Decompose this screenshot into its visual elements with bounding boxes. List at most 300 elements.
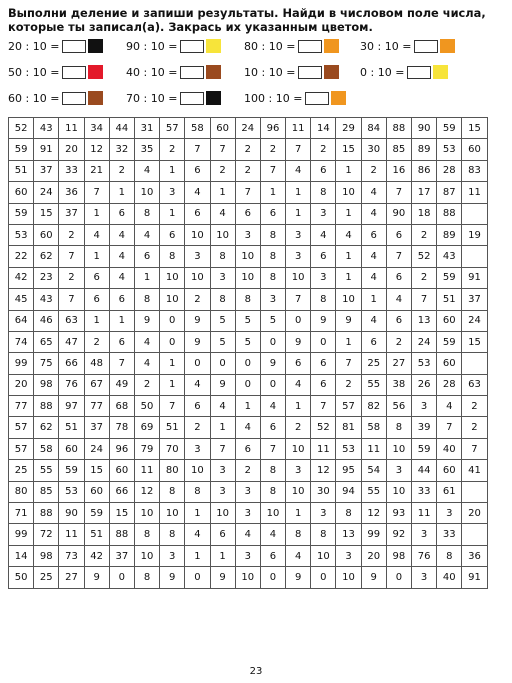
grid-cell[interactable]: 93 (386, 503, 411, 524)
grid-cell[interactable]: 0 (386, 567, 411, 588)
grid-cell[interactable]: 80 (9, 481, 34, 502)
grid-cell[interactable]: 79 (134, 438, 159, 459)
grid-cell[interactable]: 11 (59, 118, 84, 139)
grid-cell[interactable]: 8 (134, 524, 159, 545)
grid-cell[interactable]: 43 (437, 246, 462, 267)
grid-cell[interactable]: 9 (286, 567, 311, 588)
grid-cell[interactable]: 4 (235, 524, 260, 545)
grid-cell[interactable]: 4 (361, 182, 386, 203)
grid-cell[interactable]: 16 (386, 160, 411, 181)
grid-cell[interactable]: 8 (260, 481, 285, 502)
grid-cell[interactable]: 0 (185, 353, 210, 374)
grid-cell[interactable]: 8 (437, 545, 462, 566)
grid-cell[interactable]: 6 (235, 438, 260, 459)
grid-cell[interactable]: 24 (412, 331, 437, 352)
grid-cell[interactable]: 7 (235, 182, 260, 203)
grid-cell[interactable]: 1 (84, 203, 109, 224)
grid-cell[interactable]: 3 (286, 224, 311, 245)
grid-cell[interactable]: 4 (185, 374, 210, 395)
grid-cell[interactable]: 9 (185, 310, 210, 331)
grid-cell[interactable]: 1 (286, 396, 311, 417)
grid-cell[interactable]: 60 (437, 353, 462, 374)
grid-cell[interactable]: 60 (437, 310, 462, 331)
grid-cell[interactable]: 5 (235, 310, 260, 331)
grid-cell[interactable]: 8 (134, 203, 159, 224)
grid-cell[interactable]: 9 (361, 567, 386, 588)
grid-cell[interactable]: 8 (210, 246, 235, 267)
grid-cell[interactable]: 3 (286, 460, 311, 481)
grid-cell[interactable]: 57 (9, 417, 34, 438)
grid-cell[interactable]: 21 (84, 160, 109, 181)
grid-cell[interactable]: 59 (437, 267, 462, 288)
grid-cell[interactable]: 3 (210, 267, 235, 288)
grid-cell[interactable]: 60 (59, 438, 84, 459)
grid-cell[interactable]: 2 (210, 160, 235, 181)
grid-cell[interactable]: 8 (260, 460, 285, 481)
grid-cell[interactable]: 1 (84, 310, 109, 331)
grid-cell[interactable]: 4 (109, 267, 134, 288)
grid-cell[interactable]: 10 (185, 267, 210, 288)
grid-cell[interactable]: 47 (59, 331, 84, 352)
grid-cell[interactable]: 7 (437, 417, 462, 438)
grid-cell[interactable]: 99 (9, 353, 34, 374)
grid-cell[interactable]: 6 (311, 160, 336, 181)
grid-cell[interactable]: 7 (185, 139, 210, 160)
answer-box[interactable] (180, 40, 204, 53)
grid-cell[interactable]: 4 (134, 224, 159, 245)
grid-cell[interactable]: 88 (34, 396, 59, 417)
grid-cell[interactable]: 34 (84, 118, 109, 139)
grid-cell[interactable]: 4 (109, 246, 134, 267)
grid-cell[interactable]: 50 (9, 567, 34, 588)
grid-cell[interactable]: 1 (160, 374, 185, 395)
grid-cell[interactable] (462, 246, 487, 267)
grid-cell[interactable]: 1 (160, 203, 185, 224)
grid-cell[interactable]: 90 (59, 503, 84, 524)
grid-cell[interactable]: 84 (361, 118, 386, 139)
grid-cell[interactable]: 8 (311, 524, 336, 545)
grid-cell[interactable]: 7 (160, 396, 185, 417)
grid-cell[interactable]: 3 (412, 396, 437, 417)
grid-cell[interactable]: 5 (210, 310, 235, 331)
grid-cell[interactable]: 45 (9, 289, 34, 310)
grid-cell[interactable]: 8 (134, 567, 159, 588)
grid-cell[interactable]: 2 (160, 139, 185, 160)
grid-cell[interactable]: 9 (185, 331, 210, 352)
grid-cell[interactable]: 57 (336, 396, 361, 417)
grid-cell[interactable]: 4 (361, 310, 386, 331)
grid-cell[interactable]: 15 (336, 139, 361, 160)
grid-cell[interactable]: 22 (9, 246, 34, 267)
grid-cell[interactable]: 10 (336, 567, 361, 588)
grid-cell[interactable]: 0 (260, 331, 285, 352)
grid-cell[interactable]: 0 (311, 567, 336, 588)
grid-cell[interactable]: 15 (34, 203, 59, 224)
grid-cell[interactable]: 24 (235, 118, 260, 139)
grid-cell[interactable]: 77 (9, 396, 34, 417)
grid-cell[interactable]: 59 (84, 503, 109, 524)
grid-cell[interactable] (462, 524, 487, 545)
grid-cell[interactable]: 6 (185, 160, 210, 181)
grid-cell[interactable]: 59 (412, 438, 437, 459)
grid-cell[interactable]: 2 (235, 160, 260, 181)
grid-cell[interactable]: 20 (59, 139, 84, 160)
grid-cell[interactable]: 9 (160, 567, 185, 588)
grid-cell[interactable]: 77 (84, 396, 109, 417)
grid-cell[interactable]: 33 (412, 481, 437, 502)
grid-cell[interactable]: 7 (286, 289, 311, 310)
grid-cell[interactable]: 58 (34, 438, 59, 459)
grid-cell[interactable]: 2 (84, 331, 109, 352)
grid-cell[interactable]: 59 (9, 139, 34, 160)
grid-cell[interactable]: 1 (210, 182, 235, 203)
grid-cell[interactable]: 15 (84, 460, 109, 481)
grid-cell[interactable]: 0 (260, 374, 285, 395)
grid-cell[interactable]: 69 (134, 417, 159, 438)
grid-cell[interactable]: 58 (361, 417, 386, 438)
grid-cell[interactable]: 55 (34, 460, 59, 481)
grid-cell[interactable]: 1 (286, 203, 311, 224)
grid-cell[interactable]: 10 (160, 267, 185, 288)
grid-cell[interactable]: 10 (185, 460, 210, 481)
grid-cell[interactable]: 1 (210, 417, 235, 438)
grid-cell[interactable]: 4 (109, 224, 134, 245)
grid-cell[interactable] (462, 481, 487, 502)
grid-cell[interactable]: 53 (437, 139, 462, 160)
grid-cell[interactable]: 8 (336, 503, 361, 524)
grid-cell[interactable]: 73 (59, 545, 84, 566)
grid-cell[interactable]: 2 (361, 160, 386, 181)
grid-cell[interactable]: 2 (412, 267, 437, 288)
grid-cell[interactable]: 19 (462, 224, 487, 245)
grid-cell[interactable]: 6 (84, 289, 109, 310)
grid-cell[interactable]: 49 (109, 374, 134, 395)
grid-cell[interactable]: 2 (235, 460, 260, 481)
grid-cell[interactable]: 67 (84, 374, 109, 395)
grid-cell[interactable]: 72 (34, 524, 59, 545)
grid-cell[interactable]: 7 (336, 353, 361, 374)
grid-cell[interactable]: 66 (109, 481, 134, 502)
grid-cell[interactable]: 89 (437, 224, 462, 245)
grid-cell[interactable]: 8 (260, 246, 285, 267)
grid-cell[interactable]: 44 (109, 118, 134, 139)
grid-cell[interactable]: 3 (160, 545, 185, 566)
grid-cell[interactable]: 4 (235, 417, 260, 438)
grid-cell[interactable]: 66 (59, 353, 84, 374)
grid-cell[interactable]: 43 (34, 118, 59, 139)
grid-cell[interactable]: 28 (437, 160, 462, 181)
grid-cell[interactable]: 10 (386, 438, 411, 459)
grid-cell[interactable]: 37 (109, 545, 134, 566)
grid-cell[interactable]: 91 (462, 567, 487, 588)
grid-cell[interactable]: 6 (109, 289, 134, 310)
grid-cell[interactable]: 2 (185, 417, 210, 438)
grid-cell[interactable]: 20 (9, 374, 34, 395)
grid-cell[interactable]: 10 (386, 481, 411, 502)
answer-box[interactable] (62, 66, 86, 79)
grid-cell[interactable]: 92 (386, 524, 411, 545)
grid-cell[interactable]: 89 (412, 139, 437, 160)
grid-cell[interactable]: 4 (361, 203, 386, 224)
grid-cell[interactable]: 6 (185, 396, 210, 417)
grid-cell[interactable]: 8 (286, 524, 311, 545)
grid-cell[interactable]: 4 (134, 331, 159, 352)
grid-cell[interactable]: 2 (412, 224, 437, 245)
grid-cell[interactable]: 37 (34, 160, 59, 181)
grid-cell[interactable]: 52 (412, 246, 437, 267)
grid-cell[interactable]: 4 (311, 224, 336, 245)
grid-cell[interactable]: 2 (311, 139, 336, 160)
grid-cell[interactable]: 20 (462, 503, 487, 524)
grid-cell[interactable]: 6 (260, 203, 285, 224)
grid-cell[interactable]: 6 (235, 203, 260, 224)
grid-cell[interactable]: 96 (260, 118, 285, 139)
grid-cell[interactable]: 4 (286, 545, 311, 566)
grid-cell[interactable]: 4 (210, 396, 235, 417)
grid-cell[interactable]: 82 (361, 396, 386, 417)
grid-cell[interactable]: 59 (9, 203, 34, 224)
grid-cell[interactable]: 10 (134, 503, 159, 524)
grid-cell[interactable]: 76 (412, 545, 437, 566)
grid-cell[interactable]: 7 (386, 182, 411, 203)
grid-cell[interactable]: 78 (109, 417, 134, 438)
grid-cell[interactable]: 36 (462, 545, 487, 566)
grid-cell[interactable]: 15 (462, 118, 487, 139)
grid-cell[interactable]: 39 (412, 417, 437, 438)
grid-cell[interactable]: 8 (260, 224, 285, 245)
grid-cell[interactable]: 5 (235, 331, 260, 352)
grid-cell[interactable]: 35 (134, 139, 159, 160)
grid-cell[interactable]: 76 (59, 374, 84, 395)
grid-cell[interactable]: 1 (336, 246, 361, 267)
grid-cell[interactable]: 5 (260, 310, 285, 331)
grid-cell[interactable]: 3 (185, 246, 210, 267)
grid-cell[interactable]: 42 (84, 545, 109, 566)
answer-box[interactable] (305, 92, 329, 105)
grid-cell[interactable]: 60 (210, 118, 235, 139)
grid-cell[interactable]: 81 (336, 417, 361, 438)
grid-cell[interactable]: 98 (386, 545, 411, 566)
grid-cell[interactable]: 1 (160, 160, 185, 181)
grid-cell[interactable]: 4 (361, 246, 386, 267)
grid-cell[interactable]: 11 (134, 460, 159, 481)
grid-cell[interactable]: 3 (311, 203, 336, 224)
grid-cell[interactable]: 90 (386, 203, 411, 224)
grid-cell[interactable]: 7 (59, 246, 84, 267)
grid-cell[interactable]: 56 (386, 396, 411, 417)
grid-cell[interactable]: 20 (361, 545, 386, 566)
grid-cell[interactable]: 8 (160, 246, 185, 267)
grid-cell[interactable]: 31 (134, 118, 159, 139)
grid-cell[interactable]: 0 (210, 353, 235, 374)
grid-cell[interactable]: 6 (386, 224, 411, 245)
grid-cell[interactable]: 1 (286, 503, 311, 524)
grid-cell[interactable]: 36 (59, 182, 84, 203)
grid-cell[interactable]: 10 (235, 267, 260, 288)
grid-cell[interactable]: 97 (59, 396, 84, 417)
grid-cell[interactable]: 10 (311, 545, 336, 566)
grid-cell[interactable]: 11 (311, 438, 336, 459)
grid-cell[interactable]: 0 (160, 331, 185, 352)
grid-cell[interactable]: 53 (412, 353, 437, 374)
grid-cell[interactable]: 51 (84, 524, 109, 545)
grid-cell[interactable]: 70 (160, 438, 185, 459)
grid-cell[interactable]: 51 (59, 417, 84, 438)
grid-cell[interactable]: 4 (260, 524, 285, 545)
grid-cell[interactable]: 80 (160, 460, 185, 481)
grid-cell[interactable]: 61 (437, 481, 462, 502)
grid-cell[interactable]: 85 (34, 481, 59, 502)
grid-cell[interactable]: 7 (286, 139, 311, 160)
grid-cell[interactable]: 8 (134, 289, 159, 310)
grid-cell[interactable]: 1 (109, 182, 134, 203)
grid-cell[interactable]: 48 (84, 353, 109, 374)
grid-cell[interactable]: 9 (311, 310, 336, 331)
grid-cell[interactable]: 12 (134, 481, 159, 502)
grid-cell[interactable]: 7 (59, 289, 84, 310)
grid-cell[interactable]: 15 (462, 331, 487, 352)
grid-cell[interactable]: 24 (84, 438, 109, 459)
grid-cell[interactable]: 7 (210, 139, 235, 160)
grid-cell[interactable]: 18 (412, 203, 437, 224)
grid-cell[interactable]: 91 (34, 139, 59, 160)
grid-cell[interactable]: 4 (336, 224, 361, 245)
grid-cell[interactable]: 11 (412, 503, 437, 524)
grid-cell[interactable]: 0 (109, 567, 134, 588)
grid-cell[interactable]: 7 (412, 289, 437, 310)
grid-cell[interactable]: 3 (235, 503, 260, 524)
grid-cell[interactable]: 6 (386, 267, 411, 288)
grid-cell[interactable]: 9 (286, 331, 311, 352)
grid-cell[interactable]: 9 (134, 310, 159, 331)
grid-cell[interactable]: 37 (84, 417, 109, 438)
grid-cell[interactable]: 32 (109, 139, 134, 160)
grid-cell[interactable]: 6 (260, 417, 285, 438)
grid-cell[interactable]: 12 (361, 503, 386, 524)
grid-cell[interactable]: 8 (260, 267, 285, 288)
grid-cell[interactable]: 6 (134, 246, 159, 267)
grid-cell[interactable]: 27 (59, 567, 84, 588)
grid-cell[interactable]: 55 (361, 481, 386, 502)
grid-cell[interactable]: 8 (160, 524, 185, 545)
grid-cell[interactable]: 6 (311, 374, 336, 395)
grid-cell[interactable]: 10 (235, 567, 260, 588)
grid-cell[interactable]: 65 (34, 331, 59, 352)
grid-cell[interactable]: 13 (336, 524, 361, 545)
grid-cell[interactable]: 8 (386, 417, 411, 438)
grid-cell[interactable]: 25 (34, 567, 59, 588)
grid-cell[interactable]: 40 (437, 567, 462, 588)
grid-cell[interactable]: 0 (235, 353, 260, 374)
grid-cell[interactable]: 7 (311, 396, 336, 417)
grid-cell[interactable]: 0 (160, 310, 185, 331)
grid-cell[interactable]: 30 (361, 139, 386, 160)
grid-cell[interactable]: 42 (9, 267, 34, 288)
grid-cell[interactable]: 4 (361, 267, 386, 288)
grid-cell[interactable]: 52 (9, 118, 34, 139)
grid-cell[interactable]: 68 (109, 396, 134, 417)
grid-cell[interactable]: 33 (437, 524, 462, 545)
grid-cell[interactable]: 60 (9, 182, 34, 203)
grid-cell[interactable]: 3 (210, 481, 235, 502)
grid-cell[interactable]: 64 (9, 310, 34, 331)
grid-cell[interactable]: 58 (185, 118, 210, 139)
grid-cell[interactable]: 53 (9, 224, 34, 245)
grid-cell[interactable]: 0 (185, 567, 210, 588)
grid-cell[interactable]: 1 (336, 267, 361, 288)
grid-cell[interactable]: 3 (311, 503, 336, 524)
grid-cell[interactable]: 54 (361, 460, 386, 481)
grid-cell[interactable]: 4 (134, 160, 159, 181)
answer-box[interactable] (407, 66, 431, 79)
grid-cell[interactable]: 88 (386, 118, 411, 139)
grid-cell[interactable]: 12 (311, 460, 336, 481)
answer-box[interactable] (298, 40, 322, 53)
grid-cell[interactable]: 59 (437, 331, 462, 352)
grid-cell[interactable]: 10 (210, 503, 235, 524)
grid-cell[interactable]: 25 (9, 460, 34, 481)
grid-cell[interactable]: 30 (311, 481, 336, 502)
grid-cell[interactable]: 55 (361, 374, 386, 395)
grid-cell[interactable]: 60 (437, 460, 462, 481)
grid-cell[interactable]: 60 (34, 224, 59, 245)
grid-cell[interactable]: 3 (235, 545, 260, 566)
grid-cell[interactable]: 2 (386, 331, 411, 352)
grid-cell[interactable]: 8 (311, 182, 336, 203)
grid-cell[interactable]: 50 (134, 396, 159, 417)
grid-cell[interactable]: 2 (59, 224, 84, 245)
grid-cell[interactable]: 8 (185, 481, 210, 502)
grid-cell[interactable]: 27 (386, 353, 411, 374)
grid-cell[interactable]: 28 (437, 374, 462, 395)
grid-cell[interactable]: 3 (412, 567, 437, 588)
grid-cell[interactable]: 88 (437, 203, 462, 224)
grid-cell[interactable]: 0 (286, 310, 311, 331)
grid-cell[interactable]: 6 (386, 310, 411, 331)
grid-cell[interactable]: 6 (361, 331, 386, 352)
grid-cell[interactable]: 4 (210, 203, 235, 224)
grid-cell[interactable]: 6 (210, 524, 235, 545)
grid-cell[interactable]: 25 (361, 353, 386, 374)
grid-cell[interactable]: 3 (235, 224, 260, 245)
grid-cell[interactable]: 40 (437, 438, 462, 459)
grid-cell[interactable]: 23 (34, 267, 59, 288)
grid-cell[interactable]: 10 (286, 267, 311, 288)
grid-cell[interactable]: 1 (109, 310, 134, 331)
grid-cell[interactable]: 71 (9, 503, 34, 524)
grid-cell[interactable]: 9 (210, 374, 235, 395)
grid-cell[interactable]: 7 (260, 438, 285, 459)
grid-cell[interactable]: 10 (134, 182, 159, 203)
answer-box[interactable] (62, 92, 86, 105)
grid-cell[interactable]: 8 (160, 481, 185, 502)
grid-cell[interactable]: 60 (84, 481, 109, 502)
grid-cell[interactable]: 1 (210, 545, 235, 566)
answer-box[interactable] (298, 66, 322, 79)
grid-cell[interactable]: 4 (437, 396, 462, 417)
grid-cell[interactable]: 7 (84, 182, 109, 203)
grid-cell[interactable]: 57 (160, 118, 185, 139)
grid-cell[interactable]: 3 (160, 182, 185, 203)
answer-box[interactable] (414, 40, 438, 53)
grid-cell[interactable]: 88 (34, 503, 59, 524)
grid-cell[interactable]: 3 (286, 246, 311, 267)
grid-cell[interactable]: 60 (109, 460, 134, 481)
grid-cell[interactable]: 5 (210, 331, 235, 352)
grid-cell[interactable]: 96 (109, 438, 134, 459)
answer-box[interactable] (62, 40, 86, 53)
grid-cell[interactable]: 1 (185, 503, 210, 524)
